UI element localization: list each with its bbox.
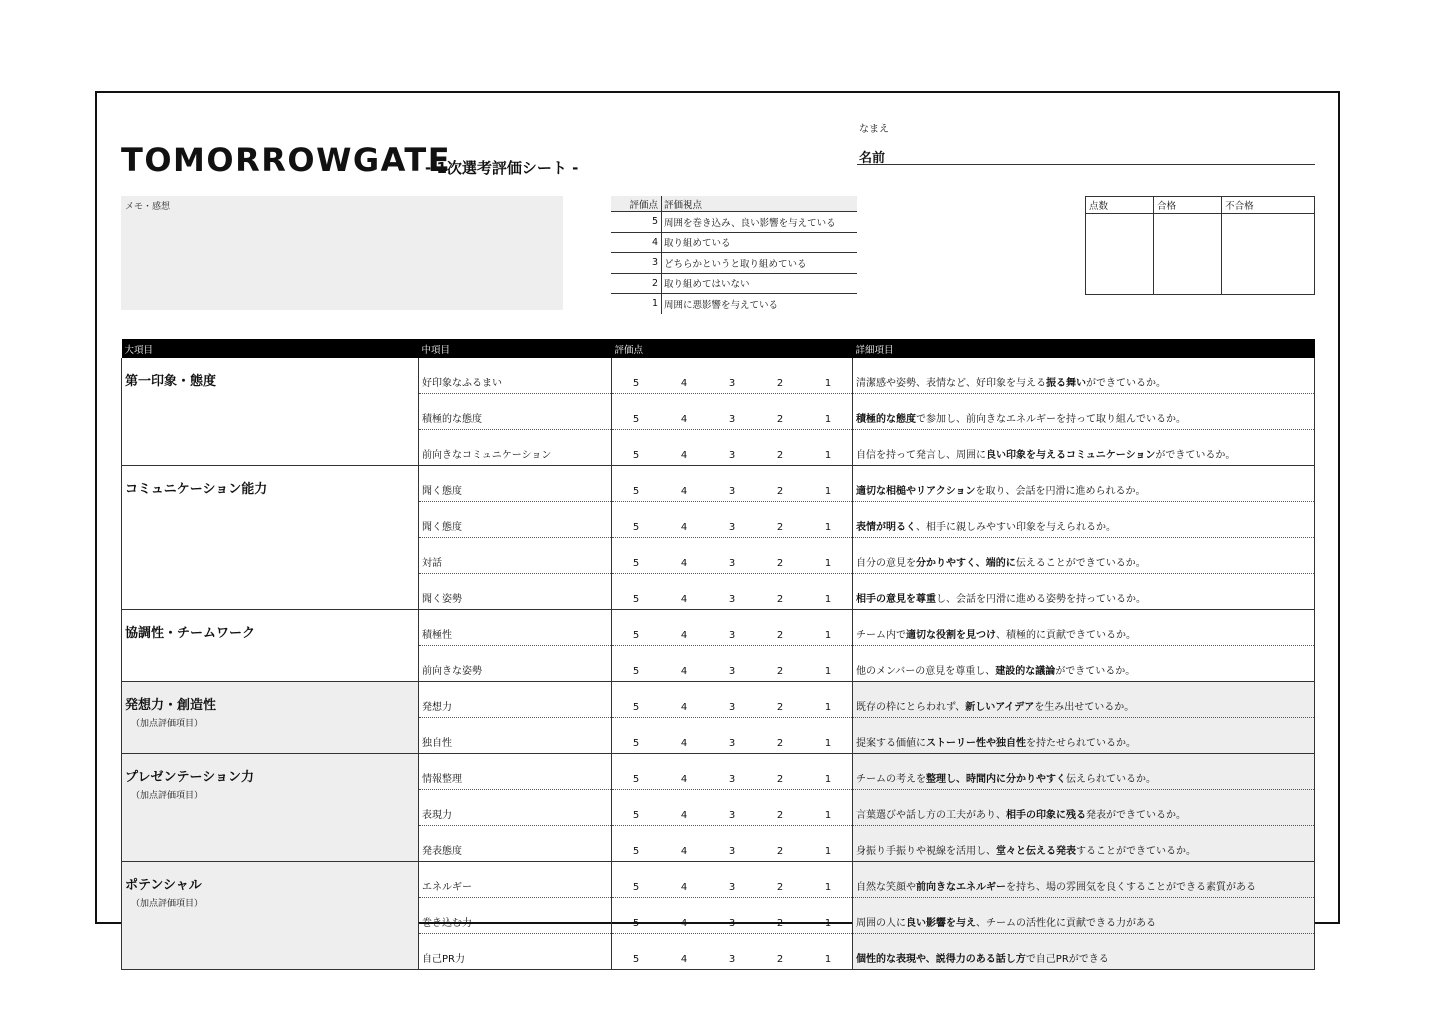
rating-options bbox=[612, 810, 852, 821]
rating-option[interactable]: 2 bbox=[776, 414, 784, 425]
rating-cell bbox=[612, 682, 853, 718]
detail-text-post: ができているか。 bbox=[1086, 378, 1166, 389]
header-detail: 詳細項目 bbox=[853, 339, 1315, 358]
table-row bbox=[122, 754, 1315, 790]
header-major: 大項目 bbox=[122, 339, 419, 358]
sub-item: 対話 bbox=[419, 538, 612, 574]
detail-text-post: で自己PRができる bbox=[1025, 954, 1109, 965]
detail-text-bold: 良い影響を与え bbox=[906, 918, 976, 929]
detail-text-bold: 適切な相槌やリアクション bbox=[856, 486, 976, 497]
detail-text-post: 伝えられているか。 bbox=[1066, 774, 1156, 785]
detail-text-bold: 相手の印象に残る bbox=[1006, 810, 1086, 821]
category-title: コミュニケーション能力 bbox=[125, 482, 268, 497]
fail-cell[interactable] bbox=[1222, 214, 1315, 295]
detail-text-post: を持ち、場の雰囲気を良くすることができる素質がある bbox=[1006, 882, 1256, 893]
rating-option[interactable]: 4 bbox=[680, 630, 688, 641]
result-box bbox=[1085, 196, 1315, 295]
rating-option[interactable]: 3 bbox=[728, 558, 736, 569]
rating-option[interactable]: 3 bbox=[728, 810, 736, 821]
points-header: 点数 bbox=[1086, 197, 1154, 214]
rating-options bbox=[612, 954, 852, 965]
rating-option[interactable]: 5 bbox=[632, 810, 640, 821]
rating-option[interactable]: 2 bbox=[776, 594, 784, 605]
detail-text-bold: 前向きなエネルギー bbox=[916, 882, 1006, 893]
detail-text-bold: 分かりやすく、端的に bbox=[916, 558, 1016, 569]
detail-cell bbox=[853, 934, 1315, 970]
detail-cell bbox=[853, 502, 1315, 538]
detail-cell bbox=[853, 394, 1315, 430]
detail-text-post: ができているか。 bbox=[1155, 450, 1236, 461]
detail-cell bbox=[853, 574, 1315, 610]
sub-item: 積極的な態度 bbox=[419, 394, 612, 430]
rating-option[interactable]: 2 bbox=[776, 774, 784, 785]
detail-cell bbox=[853, 466, 1315, 502]
rating-option[interactable]: 1 bbox=[824, 558, 832, 569]
rating-option[interactable]: 2 bbox=[776, 810, 784, 821]
detail-text-pre: 他のメンバーの意見を尊重し、 bbox=[856, 666, 996, 677]
detail-text-bold: 積極的な態度 bbox=[856, 414, 916, 425]
detail-text-post: し、会話を円滑に進める姿勢を持っているか。 bbox=[936, 594, 1146, 605]
table-row bbox=[122, 682, 1315, 718]
rating-option[interactable]: 3 bbox=[728, 918, 736, 929]
category-cell bbox=[122, 358, 419, 466]
detail-text-pre: 提案する価値に bbox=[856, 738, 926, 749]
detail-text-post: で参加し、前向きなエネルギーを持って取り組んでいるか。 bbox=[916, 414, 1186, 425]
sub-item: 自己PR力 bbox=[419, 934, 612, 970]
rating-option[interactable]: 5 bbox=[632, 738, 640, 749]
detail-text-pre: チーム内で bbox=[856, 630, 906, 641]
rating-options bbox=[612, 522, 852, 533]
detail-cell bbox=[853, 682, 1315, 718]
rating-option[interactable]: 5 bbox=[632, 378, 640, 389]
rating-option[interactable]: 1 bbox=[824, 414, 832, 425]
points-cell[interactable] bbox=[1086, 214, 1154, 295]
rating-option[interactable]: 5 bbox=[632, 666, 640, 677]
rating-option[interactable]: 4 bbox=[680, 594, 688, 605]
legend-header-score: 評価点 bbox=[611, 196, 662, 212]
rating-option[interactable]: 5 bbox=[632, 702, 640, 713]
rating-option[interactable]: 4 bbox=[680, 918, 688, 929]
detail-text-pre: チームの考えを bbox=[856, 774, 926, 785]
rating-option[interactable]: 3 bbox=[728, 738, 736, 749]
rating-cell bbox=[612, 646, 853, 682]
legend-text: どちらかというと取り組めている bbox=[662, 253, 858, 274]
memo-label: メモ・感想 bbox=[125, 202, 171, 212]
rating-options bbox=[612, 594, 852, 605]
detail-text-bold: 良い印象を与えるコミュニケーション bbox=[986, 450, 1156, 461]
legend-text: 取り組めている bbox=[662, 232, 858, 253]
rating-options bbox=[612, 918, 852, 929]
rating-option[interactable]: 5 bbox=[632, 558, 640, 569]
rating-cell bbox=[612, 790, 853, 826]
legend-text: 周囲に悪影響を与えている bbox=[664, 299, 779, 311]
rating-option[interactable]: 3 bbox=[728, 486, 736, 497]
sub-item: 発想力 bbox=[419, 682, 612, 718]
rating-option[interactable]: 2 bbox=[776, 702, 784, 713]
legend-score: 5 bbox=[611, 212, 662, 233]
rating-cell bbox=[612, 862, 853, 898]
rating-option[interactable]: 4 bbox=[680, 846, 688, 857]
pass-cell[interactable] bbox=[1154, 214, 1222, 295]
rating-option[interactable]: 1 bbox=[824, 594, 832, 605]
rating-option[interactable]: 4 bbox=[680, 954, 688, 965]
rating-option[interactable]: 1 bbox=[824, 522, 832, 533]
rating-option[interactable]: 4 bbox=[680, 414, 688, 425]
category-title: 協調性・チームワーク bbox=[125, 626, 256, 641]
sub-item: 聞く態度 bbox=[419, 502, 612, 538]
category-cell bbox=[122, 466, 419, 610]
detail-text-bold: 整理し、時間内に分かりやすく bbox=[926, 774, 1066, 785]
rating-option[interactable]: 1 bbox=[824, 702, 832, 713]
rating-option[interactable]: 4 bbox=[680, 558, 688, 569]
rating-cell bbox=[612, 358, 853, 394]
name-underline bbox=[857, 164, 1315, 165]
sub-item: 聞く態度 bbox=[419, 466, 612, 502]
table-row bbox=[122, 466, 1315, 502]
sheet-subtitle: - 1次選考評価シート - bbox=[425, 159, 579, 177]
detail-text-post: 発表ができているか。 bbox=[1086, 810, 1186, 821]
rating-cell bbox=[612, 502, 853, 538]
rating-option[interactable]: 3 bbox=[728, 630, 736, 641]
detail-text-bold: 表情が明るく bbox=[856, 522, 916, 533]
detail-text-post: を持たせられているか。 bbox=[1026, 738, 1136, 749]
rating-option[interactable]: 5 bbox=[632, 450, 640, 461]
detail-cell bbox=[853, 754, 1315, 790]
detail-text-pre: 清潔感や姿勢、表情など、好印象を与える bbox=[856, 378, 1046, 389]
rating-option[interactable]: 2 bbox=[776, 954, 784, 965]
rating-option[interactable]: 5 bbox=[632, 594, 640, 605]
detail-text-bold: 堂々と伝える発表 bbox=[996, 846, 1076, 857]
rating-option[interactable]: 4 bbox=[680, 486, 688, 497]
rating-option[interactable]: 5 bbox=[632, 882, 640, 893]
sub-item: 独自性 bbox=[419, 718, 612, 754]
legend-score: 2 bbox=[611, 273, 662, 294]
category-title: ポテンシャル bbox=[125, 878, 202, 893]
detail-text-pre: 自分の意見を bbox=[856, 558, 916, 569]
fail-header: 不合格 bbox=[1222, 197, 1315, 214]
category-title: プレゼンテーション力 bbox=[125, 770, 254, 785]
rating-options bbox=[612, 846, 852, 857]
rating-options bbox=[612, 630, 852, 641]
sub-item: 好印象なふるまい bbox=[419, 358, 612, 394]
detail-cell bbox=[853, 790, 1315, 826]
detail-text-bold: 個性的な表現や、説得力のある話し方 bbox=[856, 954, 1026, 965]
rating-option[interactable]: 3 bbox=[728, 378, 736, 389]
rating-option[interactable]: 4 bbox=[680, 774, 688, 785]
rating-cell bbox=[612, 466, 853, 502]
sub-item: 聞く姿勢 bbox=[419, 574, 612, 610]
detail-text-post: 、相手に親しみやすい印象を与えられるか。 bbox=[916, 522, 1116, 533]
score-legend bbox=[611, 196, 857, 314]
detail-cell bbox=[853, 646, 1315, 682]
rating-option[interactable]: 4 bbox=[680, 810, 688, 821]
category-note: （加点評価項目） bbox=[131, 899, 204, 909]
rating-option[interactable]: 3 bbox=[728, 666, 736, 677]
detail-cell bbox=[853, 718, 1315, 754]
detail-text-pre: 自然な笑顔や bbox=[856, 882, 916, 893]
legend-text: 周囲を巻き込み、良い影響を与えている bbox=[662, 212, 858, 233]
rating-option[interactable]: 2 bbox=[776, 450, 784, 461]
rating-cell bbox=[612, 394, 853, 430]
rating-option[interactable]: 2 bbox=[776, 378, 784, 389]
sub-item: エネルギー bbox=[419, 862, 612, 898]
rating-option[interactable]: 1 bbox=[824, 918, 832, 929]
rating-option[interactable]: 2 bbox=[776, 846, 784, 857]
rating-option[interactable]: 1 bbox=[824, 738, 832, 749]
legend-score: 3 bbox=[611, 253, 662, 274]
rating-option[interactable]: 3 bbox=[728, 846, 736, 857]
brand-logo: TOMORROWGATE bbox=[121, 141, 452, 179]
sub-item: 前向きな姿勢 bbox=[419, 646, 612, 682]
rating-option[interactable]: 2 bbox=[776, 558, 784, 569]
detail-text-post: することができているか。 bbox=[1076, 846, 1196, 857]
rating-options bbox=[612, 450, 852, 461]
rating-option[interactable]: 1 bbox=[824, 378, 832, 389]
detail-text-bold: 建設的な議論 bbox=[995, 666, 1056, 677]
rating-options bbox=[612, 558, 852, 569]
detail-cell bbox=[853, 538, 1315, 574]
detail-cell bbox=[853, 358, 1315, 394]
detail-text-post: 、積極的に貢献できているか。 bbox=[996, 630, 1136, 641]
rating-option[interactable]: 4 bbox=[680, 666, 688, 677]
detail-text-post: を生み出せているか。 bbox=[1034, 702, 1135, 713]
name-label: なまえ bbox=[859, 124, 889, 135]
rating-option[interactable]: 5 bbox=[632, 918, 640, 929]
rating-option[interactable]: 4 bbox=[680, 702, 688, 713]
detail-text-post: を取り、会話を円滑に進められるか。 bbox=[975, 486, 1146, 497]
rating-options bbox=[612, 774, 852, 785]
detail-text-pre: 身振り手振りや視線を活用し、 bbox=[856, 846, 996, 857]
detail-cell bbox=[853, 430, 1315, 466]
sub-item: 情報整理 bbox=[419, 754, 612, 790]
legend-score: 4 bbox=[611, 232, 662, 253]
rating-option[interactable]: 5 bbox=[632, 954, 640, 965]
rating-cell bbox=[612, 754, 853, 790]
legend-score: 1 bbox=[611, 294, 662, 314]
rating-option[interactable]: 1 bbox=[824, 486, 832, 497]
table-row bbox=[122, 358, 1315, 394]
rating-cell bbox=[612, 574, 853, 610]
rating-cell bbox=[612, 826, 853, 862]
rating-option[interactable]: 1 bbox=[824, 882, 832, 893]
rating-option[interactable]: 2 bbox=[776, 630, 784, 641]
category-title: 発想力・創造性 bbox=[125, 698, 217, 713]
rating-option[interactable]: 5 bbox=[632, 486, 640, 497]
detail-text-bold: 相手の意見を尊重 bbox=[856, 594, 936, 605]
detail-text-pre: 既存の枠にとらわれず、 bbox=[856, 702, 966, 713]
rating-options bbox=[612, 486, 852, 497]
rating-options bbox=[612, 378, 852, 389]
detail-cell bbox=[853, 610, 1315, 646]
detail-text-bold: 適切な役割を見つけ bbox=[906, 630, 996, 641]
rating-option[interactable]: 2 bbox=[776, 486, 784, 497]
rating-option[interactable]: 3 bbox=[728, 450, 736, 461]
sub-item: 積極性 bbox=[419, 610, 612, 646]
rating-option[interactable]: 1 bbox=[824, 666, 832, 677]
detail-text-post: ができているか。 bbox=[1055, 666, 1136, 677]
rating-option[interactable]: 2 bbox=[776, 882, 784, 893]
table-row bbox=[122, 862, 1315, 898]
category-cell bbox=[122, 682, 419, 754]
evaluation-table bbox=[121, 339, 1315, 970]
rating-option[interactable]: 2 bbox=[776, 918, 784, 929]
rating-option[interactable]: 2 bbox=[776, 666, 784, 677]
table-row bbox=[122, 610, 1315, 646]
rating-option[interactable]: 1 bbox=[824, 954, 832, 965]
rating-option[interactable]: 3 bbox=[728, 882, 736, 893]
rating-cell bbox=[612, 898, 853, 934]
rating-option[interactable]: 5 bbox=[632, 846, 640, 857]
rating-option[interactable]: 5 bbox=[632, 522, 640, 533]
detail-text-pre: 自信を持って発言し、周囲に bbox=[856, 450, 986, 461]
rating-options bbox=[612, 738, 852, 749]
detail-text-post: 、チームの活性化に貢献できる力がある bbox=[976, 918, 1156, 929]
rating-option[interactable]: 1 bbox=[824, 810, 832, 821]
rating-option[interactable]: 4 bbox=[680, 522, 688, 533]
rating-cell bbox=[612, 610, 853, 646]
rating-option[interactable]: 3 bbox=[728, 414, 736, 425]
rating-option[interactable]: 4 bbox=[680, 882, 688, 893]
rating-option[interactable]: 4 bbox=[680, 378, 688, 389]
rating-cell bbox=[612, 718, 853, 754]
rating-option[interactable]: 3 bbox=[728, 954, 736, 965]
rating-options bbox=[612, 882, 852, 893]
detail-cell bbox=[853, 898, 1315, 934]
category-note: （加点評価項目） bbox=[131, 719, 204, 729]
rating-cell bbox=[612, 538, 853, 574]
rating-options bbox=[612, 702, 852, 713]
rating-option[interactable]: 3 bbox=[728, 702, 736, 713]
category-cell bbox=[122, 754, 419, 862]
rating-option[interactable]: 3 bbox=[728, 594, 736, 605]
sub-item: 巻き込む力 bbox=[419, 898, 612, 934]
detail-text-bold: 振る舞い bbox=[1046, 378, 1086, 389]
detail-cell bbox=[853, 826, 1315, 862]
detail-text-bold: ストーリー性や独自性 bbox=[926, 738, 1026, 749]
legend-text: 取り組めてはいない bbox=[662, 273, 858, 294]
legend-header-view: 評価視点 bbox=[662, 196, 858, 212]
name-field[interactable]: 名前 bbox=[859, 151, 886, 166]
detail-text-post: 伝えることができているか。 bbox=[1015, 558, 1146, 569]
rating-option[interactable]: 2 bbox=[776, 522, 784, 533]
rating-option[interactable]: 1 bbox=[824, 450, 832, 461]
rating-option[interactable]: 5 bbox=[632, 774, 640, 785]
pass-header: 合格 bbox=[1154, 197, 1222, 214]
header-middle: 中項目 bbox=[419, 339, 612, 358]
rating-options bbox=[612, 666, 852, 677]
rating-options bbox=[612, 414, 852, 425]
rating-option[interactable]: 3 bbox=[728, 522, 736, 533]
rating-option[interactable]: 5 bbox=[632, 414, 640, 425]
header-rating: 評価点 bbox=[612, 339, 853, 358]
category-note: （加点評価項目） bbox=[131, 791, 204, 801]
rating-option[interactable]: 1 bbox=[824, 774, 832, 785]
detail-cell bbox=[853, 862, 1315, 898]
sub-item: 表現力 bbox=[419, 790, 612, 826]
category-cell bbox=[122, 610, 419, 682]
rating-option[interactable]: 4 bbox=[680, 450, 688, 461]
memo-box[interactable] bbox=[121, 196, 563, 310]
detail-text-bold: 新しいアイデア bbox=[965, 702, 1035, 713]
rating-option[interactable]: 5 bbox=[632, 630, 640, 641]
detail-text-pre: 周囲の人に bbox=[856, 918, 906, 929]
rating-option[interactable]: 1 bbox=[824, 630, 832, 641]
rating-option[interactable]: 3 bbox=[728, 774, 736, 785]
sub-item: 発表態度 bbox=[419, 826, 612, 862]
rating-cell bbox=[612, 934, 853, 970]
rating-option[interactable]: 1 bbox=[824, 846, 832, 857]
rating-cell bbox=[612, 430, 853, 466]
detail-text-pre: 言葉選びや話し方の工夫があり、 bbox=[856, 810, 1006, 821]
category-cell bbox=[122, 862, 419, 970]
category-title: 第一印象・態度 bbox=[125, 374, 217, 389]
sub-item: 前向きなコミュニケーション bbox=[419, 430, 612, 466]
rating-option[interactable]: 2 bbox=[776, 738, 784, 749]
rating-option[interactable]: 4 bbox=[680, 738, 688, 749]
